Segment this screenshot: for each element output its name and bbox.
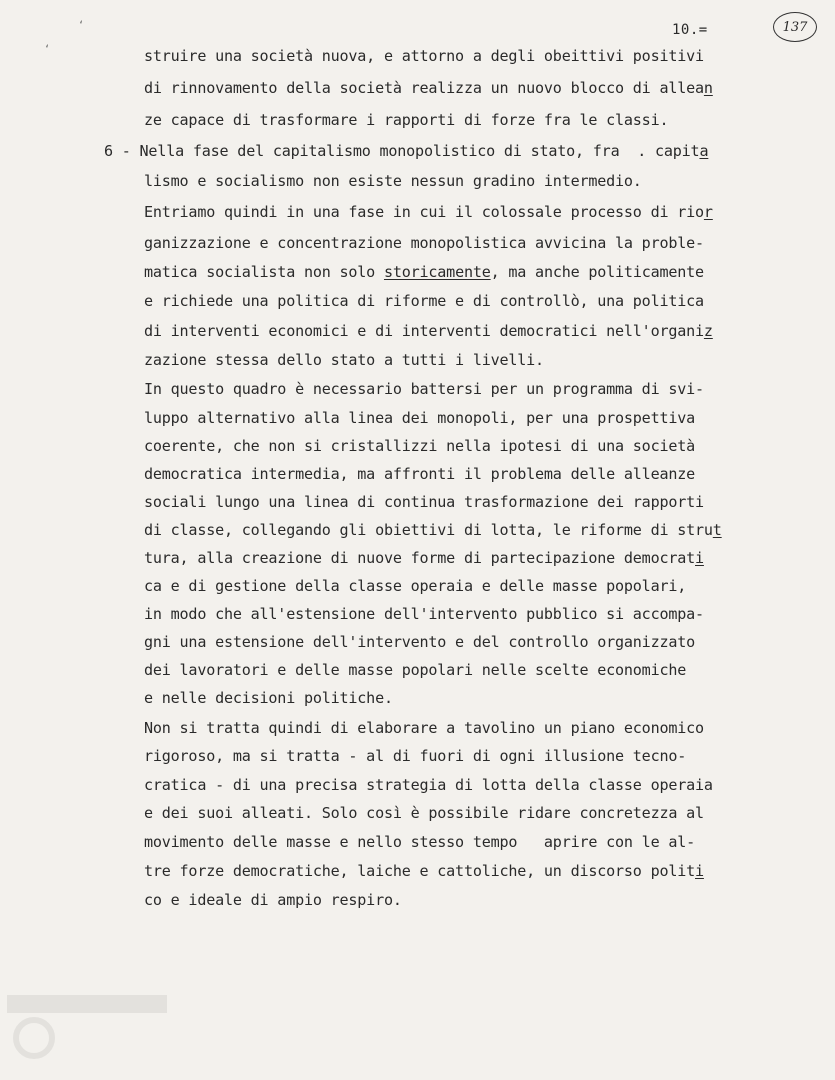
- text-line: di interventi economici e di interventi democratici nell'organiz: [144, 322, 713, 340]
- text-line: e richiede una politica di riforme e di controllò, una politica: [144, 292, 704, 310]
- text-line: e dei suoi alleati. Solo così è possibile ridare concretezza al: [144, 804, 704, 822]
- text-line: movimento delle masse e nello stesso tempo aprire con le al-: [144, 833, 696, 851]
- text-line: In questo quadro è necessario battersi per un programma di svi-: [144, 380, 704, 398]
- text-line: ze capace di trasformare i rapporti di forze fra le classi.: [144, 111, 669, 129]
- text-line: gni una estensione dell'intervento e del controllo organizzato: [144, 633, 696, 651]
- archive-watermark-logo: [2, 990, 172, 1060]
- numbered-point-6: 6 - Nella fase del capitalismo monopolistico di stato, fra . capita: [104, 142, 709, 160]
- text-line: Non si tratta quindi di elaborare a tavolino un piano economico: [144, 719, 704, 737]
- text-line: co e ideale di ampio respiro.: [144, 891, 402, 909]
- text-line: e nelle decisioni politiche.: [144, 689, 393, 707]
- text-line: cratica - di una precisa strategia di lotta della classe operaia: [144, 776, 713, 794]
- text-line: matica socialista non solo storicamente, ma anche politicamente: [144, 263, 704, 281]
- text-line: di classe, collegando gli obiettivi di lotta, le riforme di strut: [144, 521, 722, 539]
- text-line: in modo che all'estensione dell'intervento pubblico si accompa-: [144, 605, 704, 623]
- archive-stamp: 137: [773, 12, 817, 42]
- text-line: coerente, che non si cristallizzi nella ipotesi di una società: [144, 437, 696, 455]
- text-line: struire una società nuova, e attorno a degli obeittivi positivi: [144, 47, 704, 65]
- text-line: tura, alla creazione di nuove forme di partecipazione democrati: [144, 549, 704, 567]
- scan-mark: ‘: [78, 20, 85, 31]
- text-line: sociali lungo una linea di continua trasformazione dei rapporti: [144, 493, 704, 511]
- text-line: Entriamo quindi in una fase in cui il colossale processo di rior: [144, 203, 713, 221]
- text-line: tre forze democratiche, laiche e cattoliche, un discorso politi: [144, 862, 704, 880]
- text-line: zazione stessa dello stato a tutti i livelli.: [144, 351, 544, 369]
- page-number: 10.=: [672, 22, 708, 38]
- text-line: ganizzazione e concentrazione monopolistica avvicina la proble-: [144, 234, 704, 252]
- text-line: lismo e socialismo non esiste nessun gradino intermedio.: [144, 172, 642, 190]
- text-line: di rinnovamento della società realizza un nuovo blocco di allean: [144, 79, 713, 97]
- text-line: democratica intermedia, ma affronti il problema delle alleanze: [144, 465, 696, 483]
- text-line: rigoroso, ma si tratta - al di fuori di ogni illusione tecno-: [144, 747, 687, 765]
- text-line: dei lavoratori e delle masse popolari nelle scelte economiche: [144, 661, 687, 679]
- text-line: ca e di gestione della classe operaia e delle masse popolari,: [144, 577, 687, 595]
- text-line: luppo alternativo alla linea dei monopoli, per una prospettiva: [144, 409, 696, 427]
- scan-mark: ‘: [44, 44, 51, 55]
